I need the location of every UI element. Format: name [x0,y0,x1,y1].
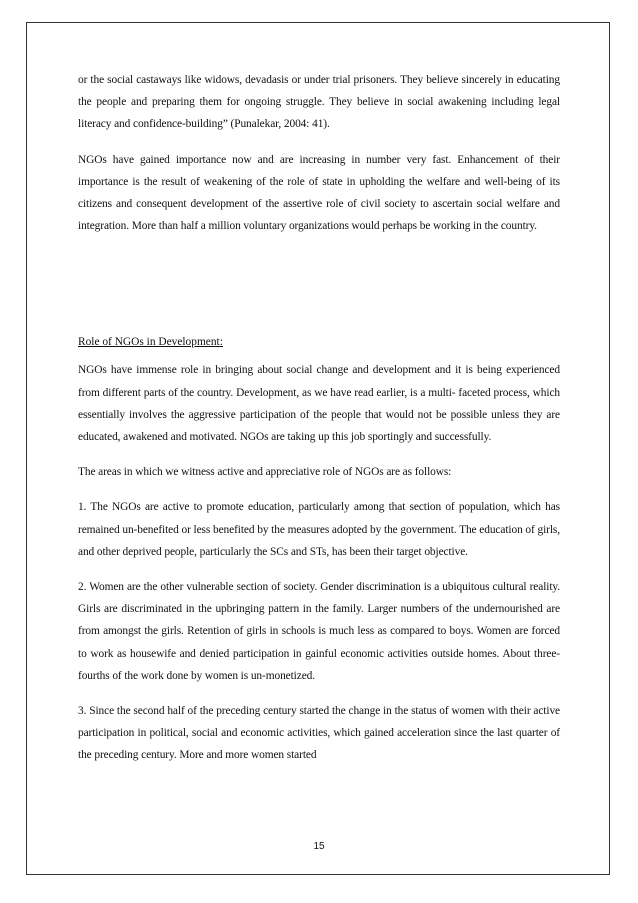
list-item-women: 2. Women are the other vulnerable section of society. Gender discrimination is a ubiquitous cultural reality. Girls are discriminated in the upbringing pattern in the family. Larger numbers of the undernourished are from amongst the girls. Retention of girls in schools is much less as compared to boys. Women are forced to work as housewife and denied participation in gainful economic activities outside homes. About three-fourths of the work done by women is un-monetized. [78,581,560,682]
paragraph-social-castaways: or the social castaways like widows, devadasis or under trial prisoners. They believe sincerely in educating the people and preparing them for ongoing struggle. They believe in social awakening including legal literacy and confidence-building” (Punalekar, 2004: 41). [78,74,560,131]
page-content [78,69,560,780]
paragraph-ngo-importance: NGOs have gained importance now and are increasing in number very fast. Enhancement of their importance is the result of weakening of the role of state in upholding the welfare and well-being of its citizens and consequent development of the assertive role of civil society to ascertain social welfare and integration. More than half a million voluntary organizations would perhaps be working in the country. [78,153,560,233]
paragraph-areas-intro: The areas in which we witness active and appreciative role of NGOs are as follows: [78,466,452,479]
paragraph-ngo-role: NGOs have immense role in bringing about social change and development and it is being experienced from different parts of the country. Development, as we have read earlier, is a multi- faceted process, which essentially involves the aggressive participation of the people that would not be possible unless they are educated, awakened and motivated. NGOs are taking up this job sportingly and successfully. [78,364,560,444]
section-gap [78,250,560,331]
list-item-status-of-women: 3. Since the second half of the preceding century started the change in the status of women with their active participation in political, social and economic activities, which gained acceleration since the last quarter of the preceding century. More and more women started [78,705,560,762]
section-heading: Role of NGOs in Development: [78,336,223,349]
list-item-education: 1. The NGOs are active to promote education, particularly among that section of population, which has remained un-benefited or less benefited by the measures adopted by the government. The education of girls, and other deprived people, particularly the SCs and STs, has been their target objective. [78,501,560,558]
page-number: 15 [313,841,325,852]
